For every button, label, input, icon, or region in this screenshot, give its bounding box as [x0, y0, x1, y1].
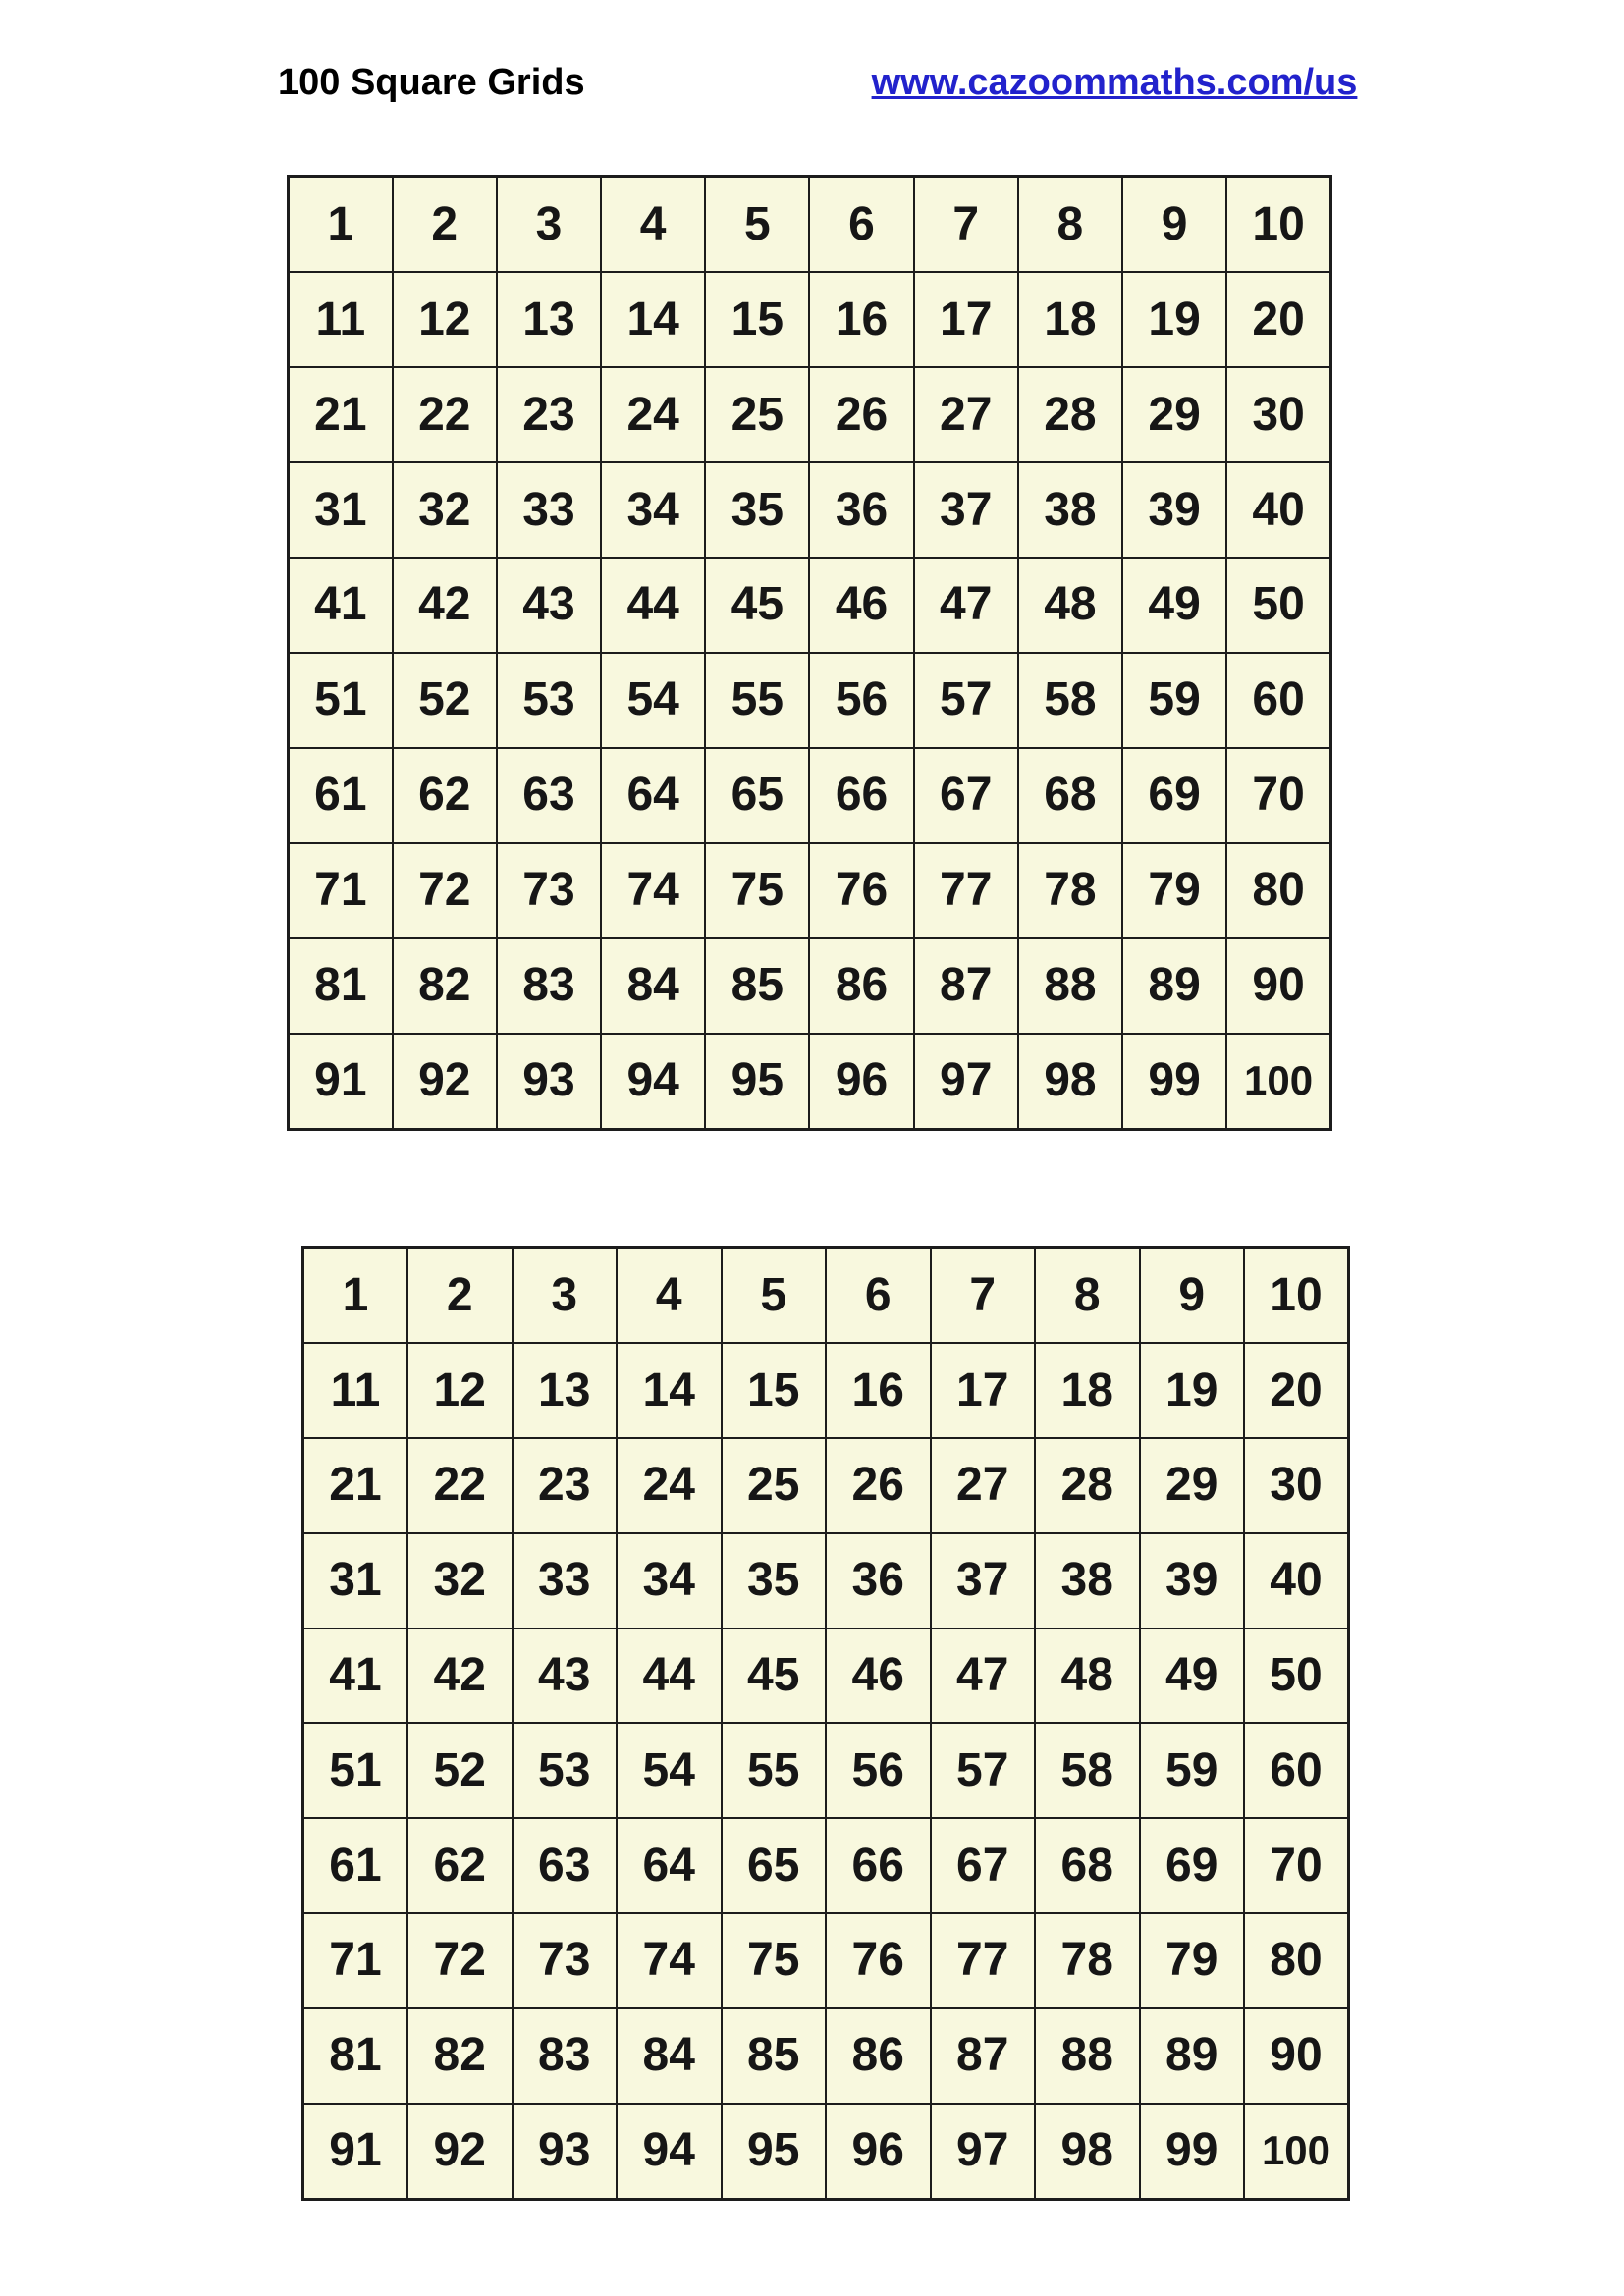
hundred-square-grid-1 [287, 175, 1332, 1131]
grid-cell: 7 [914, 177, 1018, 273]
grid-cell: 5 [705, 177, 809, 273]
grid-cell: 45 [722, 1629, 827, 1724]
grid-cell: 72 [407, 1913, 513, 2008]
grid-cell: 97 [931, 2104, 1036, 2200]
grid-cell: 33 [497, 462, 601, 558]
grid-cell: 6 [826, 1248, 931, 1344]
grid-cell: 11 [289, 272, 393, 367]
grid-cell: 31 [289, 462, 393, 558]
hundred-square-grid-2 [301, 1246, 1350, 2201]
grid-cell: 49 [1122, 558, 1226, 653]
grid-cell: 95 [705, 1034, 809, 1130]
grid-row [289, 272, 1331, 367]
grid-cell: 3 [513, 1248, 618, 1344]
grid-cell: 23 [497, 367, 601, 462]
grid-cell: 85 [722, 2008, 827, 2104]
grid-cell: 70 [1244, 1818, 1349, 1913]
grid-row [289, 748, 1331, 843]
grid-cell: 45 [705, 558, 809, 653]
grid-cell: 25 [705, 367, 809, 462]
page-title: 100 Square Grids [278, 62, 585, 103]
grid-cell: 70 [1226, 748, 1330, 843]
grid-cell: 41 [303, 1629, 408, 1724]
grid-cell: 21 [303, 1438, 408, 1533]
grid-cell: 11 [303, 1343, 408, 1438]
grid-cell: 71 [303, 1913, 408, 2008]
grid-cell: 93 [513, 2104, 618, 2200]
grid-cell: 39 [1140, 1533, 1245, 1629]
grid-cell: 66 [809, 748, 913, 843]
grid-cell: 4 [617, 1248, 722, 1344]
grid-row [289, 938, 1331, 1034]
grid-cell: 88 [1035, 2008, 1140, 2104]
grid-cell: 22 [407, 1438, 513, 1533]
grid-cell: 79 [1122, 843, 1226, 938]
grid-cell: 29 [1122, 367, 1226, 462]
grid-cell: 87 [931, 2008, 1036, 2104]
grid-cell: 22 [393, 367, 497, 462]
grid-cell: 80 [1226, 843, 1330, 938]
grid-cell: 69 [1122, 748, 1226, 843]
grid-cell: 51 [289, 653, 393, 748]
grid-cell: 66 [826, 1818, 931, 1913]
grid-cell: 98 [1035, 2104, 1140, 2200]
grid-cell: 72 [393, 843, 497, 938]
grid-row [303, 1723, 1349, 1818]
grid-cell: 94 [601, 1034, 705, 1130]
grid-cell: 86 [809, 938, 913, 1034]
grid-cell: 33 [513, 1533, 618, 1629]
grid-cell: 74 [617, 1913, 722, 2008]
grid-cell: 27 [931, 1438, 1036, 1533]
grid-cell: 25 [722, 1438, 827, 1533]
grid-cell: 15 [705, 272, 809, 367]
grid-cell: 23 [513, 1438, 618, 1533]
grid-cell: 59 [1140, 1723, 1245, 1818]
grid-cell: 96 [809, 1034, 913, 1130]
grid-row [303, 1248, 1349, 1344]
grid-cell: 85 [705, 938, 809, 1034]
grid-cell: 2 [407, 1248, 513, 1344]
grid-cell: 54 [601, 653, 705, 748]
grid-cell: 55 [722, 1723, 827, 1818]
grid-cell: 92 [393, 1034, 497, 1130]
grid-cell: 81 [289, 938, 393, 1034]
grid-cell: 19 [1140, 1343, 1245, 1438]
grid-cell: 61 [289, 748, 393, 843]
grid-cell: 50 [1226, 558, 1330, 653]
grid-cell: 16 [826, 1343, 931, 1438]
grid-cell: 59 [1122, 653, 1226, 748]
grid-cell: 47 [914, 558, 1018, 653]
grid-cell: 29 [1140, 1438, 1245, 1533]
grid-cell: 46 [826, 1629, 931, 1724]
grid-cell: 42 [393, 558, 497, 653]
grid-cell: 35 [722, 1533, 827, 1629]
grid-cell: 71 [289, 843, 393, 938]
grid-cell: 86 [826, 2008, 931, 2104]
grid-cell: 30 [1226, 367, 1330, 462]
grid-row [303, 1818, 1349, 1913]
grid-cell: 92 [407, 2104, 513, 2200]
grid-cell: 52 [393, 653, 497, 748]
grid-cell: 12 [407, 1343, 513, 1438]
grid-cell: 42 [407, 1629, 513, 1724]
grid-cell: 35 [705, 462, 809, 558]
grid-cell: 10 [1226, 177, 1330, 273]
grid-cell: 55 [705, 653, 809, 748]
grid-cell: 93 [497, 1034, 601, 1130]
grid-cell: 51 [303, 1723, 408, 1818]
grid-cell: 1 [303, 1248, 408, 1344]
grid-cell: 63 [513, 1818, 618, 1913]
grid-row [289, 462, 1331, 558]
grid-cell: 77 [914, 843, 1018, 938]
grid-cell: 3 [497, 177, 601, 273]
grid-cell: 89 [1140, 2008, 1245, 2104]
grid-cell: 47 [931, 1629, 1036, 1724]
grid-cell: 31 [303, 1533, 408, 1629]
grid-cell: 9 [1140, 1248, 1245, 1344]
grid-cell: 64 [617, 1818, 722, 1913]
grid-cell: 100 [1244, 2104, 1349, 2200]
grid-cell: 100 [1226, 1034, 1330, 1130]
grid-cell: 62 [393, 748, 497, 843]
grid-cell: 46 [809, 558, 913, 653]
grid-cell: 64 [601, 748, 705, 843]
grid-cell: 30 [1244, 1438, 1349, 1533]
grid-row [289, 177, 1331, 273]
grid-cell: 26 [826, 1438, 931, 1533]
grid-cell: 1 [289, 177, 393, 273]
grid-cell: 9 [1122, 177, 1226, 273]
grid-cell: 17 [914, 272, 1018, 367]
grid-cell: 27 [914, 367, 1018, 462]
grid-cell: 87 [914, 938, 1018, 1034]
grid-cell: 37 [931, 1533, 1036, 1629]
grid-cell: 61 [303, 1818, 408, 1913]
grid-cell: 44 [617, 1629, 722, 1724]
grid-cell: 82 [407, 2008, 513, 2104]
grid-cell: 76 [826, 1913, 931, 2008]
grid-cell: 20 [1226, 272, 1330, 367]
grid-cell: 4 [601, 177, 705, 273]
grid-cell: 88 [1018, 938, 1122, 1034]
grid-cell: 74 [601, 843, 705, 938]
grid-cell: 34 [601, 462, 705, 558]
grid-cell: 65 [722, 1818, 827, 1913]
grid-cell: 43 [497, 558, 601, 653]
grid-cell: 2 [393, 177, 497, 273]
grid-cell: 43 [513, 1629, 618, 1724]
grid-cell: 58 [1018, 653, 1122, 748]
grid-row [289, 843, 1331, 938]
grid-cell: 13 [513, 1343, 618, 1438]
grid-cell: 36 [809, 462, 913, 558]
grid-row [303, 1438, 1349, 1533]
grid-row [303, 1533, 1349, 1629]
grid-cell: 49 [1140, 1629, 1245, 1724]
grid-row [289, 653, 1331, 748]
grid-cell: 18 [1018, 272, 1122, 367]
grid-cell: 32 [393, 462, 497, 558]
grid-cell: 83 [497, 938, 601, 1034]
grid-cell: 5 [722, 1248, 827, 1344]
grid-cell: 60 [1226, 653, 1330, 748]
grid-cell: 95 [722, 2104, 827, 2200]
grid-cell: 13 [497, 272, 601, 367]
grid-cell: 75 [705, 843, 809, 938]
grid-row [289, 1034, 1331, 1130]
grid-cell: 62 [407, 1818, 513, 1913]
grid-cell: 65 [705, 748, 809, 843]
grid-cell: 36 [826, 1533, 931, 1629]
grid-cell: 80 [1244, 1913, 1349, 2008]
grid-cell: 97 [914, 1034, 1018, 1130]
grid-cell: 79 [1140, 1913, 1245, 2008]
grid-cell: 84 [601, 938, 705, 1034]
grid-cell: 90 [1244, 2008, 1349, 2104]
grid-cell: 68 [1018, 748, 1122, 843]
grid-cell: 99 [1122, 1034, 1226, 1130]
grid-cell: 50 [1244, 1629, 1349, 1724]
grid-cell: 10 [1244, 1248, 1349, 1344]
grid-cell: 34 [617, 1533, 722, 1629]
grid-cell: 14 [601, 272, 705, 367]
grid-cell: 37 [914, 462, 1018, 558]
grid-cell: 16 [809, 272, 913, 367]
grid-cell: 69 [1140, 1818, 1245, 1913]
grid-cell: 94 [617, 2104, 722, 2200]
grid-cell: 68 [1035, 1818, 1140, 1913]
grid-cell: 41 [289, 558, 393, 653]
grid-row [303, 2008, 1349, 2104]
grid-cell: 99 [1140, 2104, 1245, 2200]
grid-cell: 81 [303, 2008, 408, 2104]
grid-cell: 52 [407, 1723, 513, 1818]
grid-cell: 56 [809, 653, 913, 748]
grid-cell: 40 [1226, 462, 1330, 558]
grid-cell: 24 [601, 367, 705, 462]
grid-cell: 90 [1226, 938, 1330, 1034]
grid-cell: 8 [1018, 177, 1122, 273]
grid-row [303, 1913, 1349, 2008]
grid-cell: 44 [601, 558, 705, 653]
grid-cell: 14 [617, 1343, 722, 1438]
grid-cell: 21 [289, 367, 393, 462]
grid-cell: 75 [722, 1913, 827, 2008]
grid-cell: 91 [303, 2104, 408, 2200]
grid-cell: 38 [1035, 1533, 1140, 1629]
grid-cell: 58 [1035, 1723, 1140, 1818]
grid-cell: 26 [809, 367, 913, 462]
grid-cell: 54 [617, 1723, 722, 1818]
grid-cell: 48 [1018, 558, 1122, 653]
grid-cell: 17 [931, 1343, 1036, 1438]
grid-cell: 53 [497, 653, 601, 748]
grid-row [303, 2104, 1349, 2200]
grid-cell: 57 [931, 1723, 1036, 1818]
grid-cell: 32 [407, 1533, 513, 1629]
grid-cell: 8 [1035, 1248, 1140, 1344]
grid-cell: 38 [1018, 462, 1122, 558]
grid-cell: 63 [497, 748, 601, 843]
grid-cell: 20 [1244, 1343, 1349, 1438]
grid-cell: 28 [1035, 1438, 1140, 1533]
grid-cell: 18 [1035, 1343, 1140, 1438]
grid-cell: 7 [931, 1248, 1036, 1344]
grid-cell: 19 [1122, 272, 1226, 367]
grid-cell: 48 [1035, 1629, 1140, 1724]
grid-cell: 24 [617, 1438, 722, 1533]
grid-cell: 67 [931, 1818, 1036, 1913]
grid-cell: 73 [513, 1913, 618, 2008]
grid-row [303, 1629, 1349, 1724]
grid-cell: 83 [513, 2008, 618, 2104]
grid-cell: 28 [1018, 367, 1122, 462]
grid-row [289, 367, 1331, 462]
grid-cell: 56 [826, 1723, 931, 1818]
grid-row [303, 1343, 1349, 1438]
grid-cell: 78 [1018, 843, 1122, 938]
grid-cell: 78 [1035, 1913, 1140, 2008]
grid-cell: 73 [497, 843, 601, 938]
grid-row [289, 558, 1331, 653]
grid-cell: 53 [513, 1723, 618, 1818]
grid-cell: 15 [722, 1343, 827, 1438]
grid-cell: 60 [1244, 1723, 1349, 1818]
grid-cell: 96 [826, 2104, 931, 2200]
grid-cell: 91 [289, 1034, 393, 1130]
grid-cell: 6 [809, 177, 913, 273]
grid-cell: 57 [914, 653, 1018, 748]
grid-cell: 82 [393, 938, 497, 1034]
grid-cell: 89 [1122, 938, 1226, 1034]
grid-cell: 98 [1018, 1034, 1122, 1130]
website-link[interactable]: www.cazoommaths.com/us [871, 62, 1358, 103]
grid-cell: 40 [1244, 1533, 1349, 1629]
grid-cell: 76 [809, 843, 913, 938]
grid-cell: 12 [393, 272, 497, 367]
grid-cell: 39 [1122, 462, 1226, 558]
grid-cell: 77 [931, 1913, 1036, 2008]
grid-cell: 67 [914, 748, 1018, 843]
grid-cell: 84 [617, 2008, 722, 2104]
